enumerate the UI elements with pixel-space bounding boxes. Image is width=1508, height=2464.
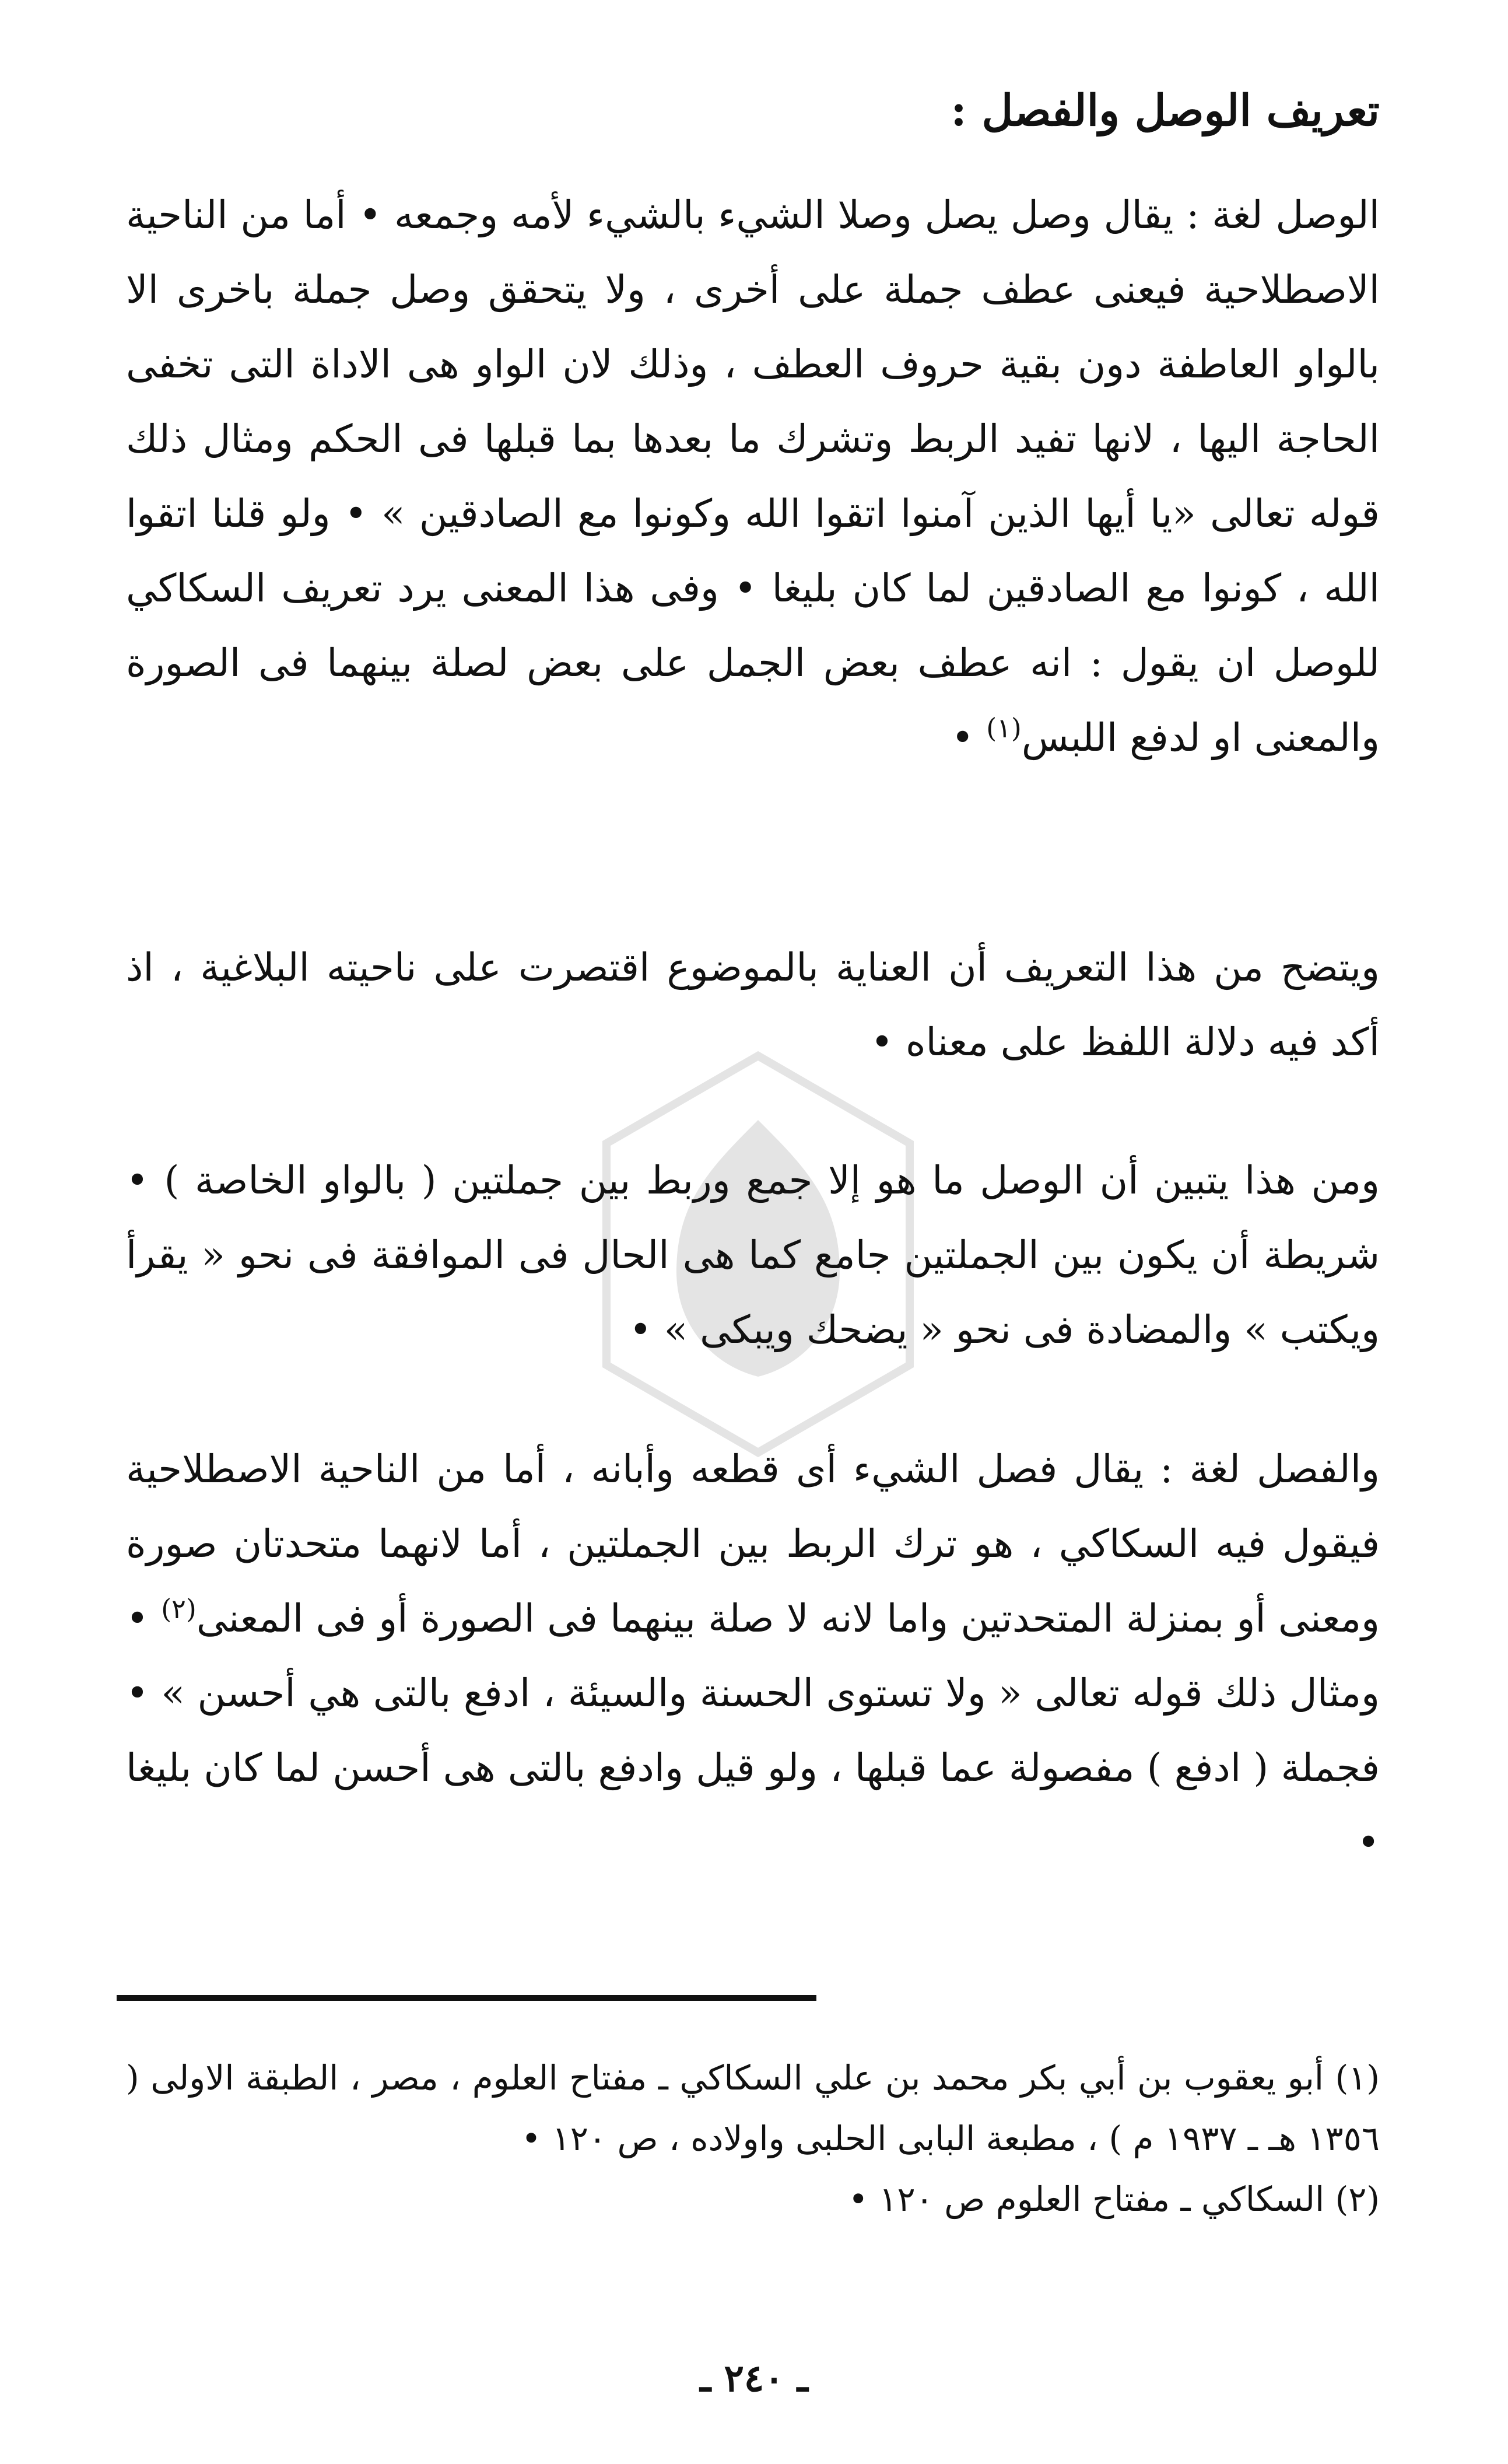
footnote-mark-1: (١) bbox=[986, 712, 1022, 744]
paragraph-tail: • bbox=[951, 715, 987, 760]
paragraph-wasl-definition bbox=[126, 178, 1380, 775]
footnote-mark-2: (٢) bbox=[161, 1593, 197, 1625]
paragraph-text: والفصل لغة : يقال فصل الشيء أى قطعه وأبانه ، أما من الناحية الاصطلاحية فيقول فيه السكاكي ، هو ترك الربط بين الجملتين ، أما لانهما متحدتان صورة ومعنى أو بمنزلة المتحدتين واما لانه لا صلة بينهما فى الصورة أو فى المعنى bbox=[126, 1447, 1380, 1641]
paragraph-wasl-conclusion: ومن هذا يتبين أن الوصل ما هو إلا جمع وربط بين جملتين ( بالواو الخاصة ) • شريطة أن يكون بين الجملتين جامع كما هى الحال فى الموافقة فى نحو « يقرأ ويكتب » والمضادة فى نحو « يضحك ويبكى » • bbox=[126, 1158, 1380, 1352]
paragraph-balagha-note: ويتضح من هذا التعريف أن العناية بالموضوع اقتصرت على ناحيته البلاغية ، اذ أكد فيه دلالة اللفظ على معناه • bbox=[126, 945, 1380, 1065]
page-number: ـ ٢٤٠ ـ bbox=[700, 2357, 808, 2400]
paragraph-fasl-definition bbox=[126, 1432, 1380, 1880]
section-heading: تعريف الوصل والفصل : bbox=[951, 86, 1380, 136]
footnote-1: (١) أبو يعقوب بن أبي بكر محمد بن علي السكاكي ـ مفتاح العلوم ، مصر ، الطبقة الاولى ( ١٣٥٦ هـ ـ ١٩٣٧ م ) ، مطبعة البابى الحلبى واولاده ، ص ١٢٠ • bbox=[126, 2058, 1380, 2158]
paragraph-text: الوصل لغة : يقال وصل يصل وصلا الشيء بالشيء لأمه وجمعه • أما من الناحية الاصطلاحية فيعنى عطف جملة على أخرى ، ولا يتحقق وصل جملة باخرى الا بالواو العاطفة دون بقية حروف العطف ، وذلك لان الواو هى الاداة التى تخفى الحاجة اليها ، لانها تفيد الربط وتشرك ما بعدها بما قبلها فى الحكم ومثال ذلك قوله تعالى «يا أيها الذين آمنوا اتقوا الله وكونوا مع الصادقين » • ولو قلنا اتقوا الله ، كونوا مع الصادقين لما كان بليغا • وفى هذا المعنى يرد تعريف السكاكي للوصل ان يقول : انه عطف بعض الجمل على بعض لصلة بينهما فى الصورة والمعنى او لدفع اللبس bbox=[126, 192, 1380, 760]
footnotes bbox=[126, 2048, 1380, 2230]
footnote-2: (٢) السكاكي ـ مفتاح العلوم ص ١٢٠ • bbox=[848, 2179, 1380, 2219]
paragraph-text-continued: • ومثال ذلك قوله تعالى « ولا تستوى الحسنة والسيئة ، ادفع بالتى هي أحسن » • فجملة ( ادفع ) مفصولة عما قبلها ، ولو قيل وادفع بالتى هى أحسن لما كان بليغا • bbox=[126, 1596, 1380, 1865]
footnote-divider bbox=[117, 1995, 816, 2001]
